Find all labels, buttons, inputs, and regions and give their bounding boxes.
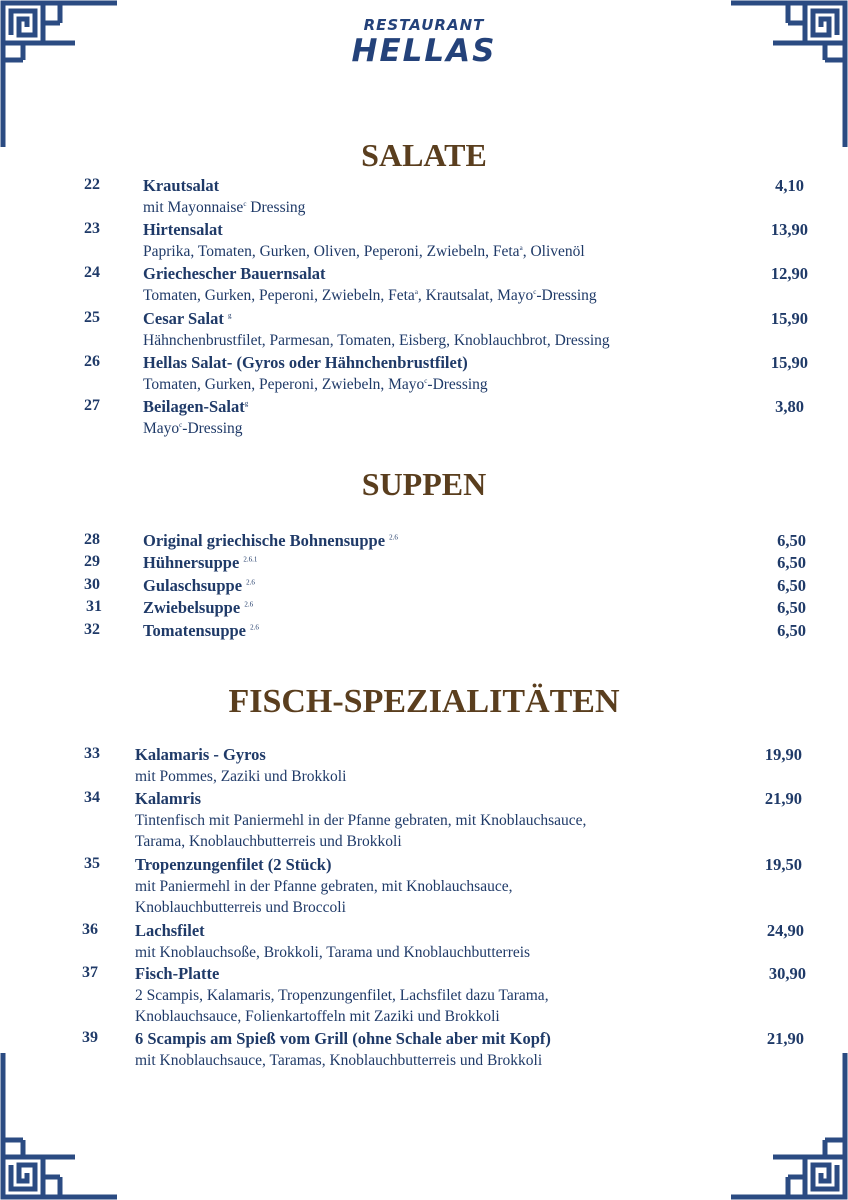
item-description: Hähnchenbrustfilet, Parmesan, Tomaten, Eisberg, Knoblauchbrot, Dressing — [143, 332, 610, 349]
item-number: 29 — [84, 553, 100, 570]
item-number: 27 — [84, 397, 100, 414]
item-number: 36 — [82, 921, 98, 938]
section-title-salate: SALATE — [361, 137, 487, 173]
item-number: 24 — [84, 264, 100, 281]
greek-key-corner-bottom-left — [0, 1050, 120, 1200]
item-number: 28 — [84, 531, 100, 548]
item-description: mit Mayonnaise$^c$ Dressing — [143, 199, 306, 216]
item-description: Mayo$^c$-Dressing — [143, 420, 243, 437]
item-name: Hellas Salat- (Gyros oder Hähnchenbrustfilet) — [143, 353, 468, 372]
item-price: 6,50 — [777, 553, 806, 572]
section-title-fisch: FISCH-SPEZIALITÄTEN — [228, 683, 620, 720]
greek-key-corner-bottom-right — [728, 1050, 848, 1200]
item-description: mit Pommes, Zaziki und Brokkoli — [135, 768, 347, 785]
item-price: 21,90 — [764, 789, 802, 808]
item-number: 34 — [84, 789, 100, 806]
item-number: 37 — [82, 964, 98, 981]
item-price: 6,50 — [777, 531, 806, 550]
item-number: 26 — [84, 353, 100, 370]
item-description-line-2: Knoblauchbutterreis und Broccoli — [135, 899, 346, 916]
item-price: 4,10 — [775, 176, 804, 195]
item-price: 19,50 — [764, 855, 802, 874]
item-name: Lachsfilet — [135, 921, 205, 940]
item-description-line-1: Tintenfisch mit Paniermehl in der Pfanne gebraten, mit Knoblauchsauce, — [135, 812, 587, 829]
item-description-line-2: Tarama, Knoblauchbutterreis und Brokkoli — [135, 833, 402, 850]
item-price: 21,90 — [766, 1029, 804, 1048]
item-description: mit Knoblauchsauce, Taramas, Knoblauchbutterreis und Brokkoli — [135, 1052, 543, 1069]
item-number: 33 — [84, 745, 100, 762]
item-number: 30 — [84, 576, 100, 593]
item-number: 23 — [84, 220, 100, 237]
item-number: 25 — [84, 309, 100, 326]
section-title-suppen: SUPPEN — [361, 466, 487, 502]
item-price: 3,80 — [775, 397, 804, 416]
item-name: Kalamaris - Gyros — [135, 745, 266, 764]
item-price: 13,90 — [770, 220, 808, 239]
item-number: 39 — [82, 1029, 98, 1046]
item-name: Hühnersuppe $^{2.6.1}$ — [143, 553, 258, 572]
item-description: Tomaten, Gurken, Peperoni, Zwiebeln, Mayo$^c$-Dressing — [143, 376, 488, 393]
item-description: Tomaten, Gurken, Peperoni, Zwiebeln, Feta$^a$, Krautsalat, Mayo$^c$-Dressing — [143, 287, 597, 304]
item-name: Hirtensalat — [143, 220, 223, 239]
item-name: Tomatensuppe $^{2.6}$ — [143, 621, 259, 640]
item-number: 32 — [84, 621, 100, 638]
item-price: 6,50 — [777, 598, 806, 617]
item-number: 31 — [86, 598, 102, 615]
logo-restaurant-text: RESTAURANT — [363, 16, 485, 34]
item-number: 35 — [84, 855, 100, 872]
item-number: 22 — [84, 176, 100, 193]
restaurant-logo — [0, 16, 848, 68]
item-name: Beilagen-Salat$^g$ — [143, 397, 249, 416]
item-price: 30,90 — [768, 964, 806, 983]
item-description-line-2: Knoblauchsauce, Folienkartoffeln mit Zaziki und Brokkoli — [135, 1008, 500, 1025]
item-description-line-1: mit Paniermehl in der Pfanne gebraten, mit Knoblauchsauce, — [135, 878, 513, 895]
item-name: 6 Scampis am Spieß vom Grill (ohne Schale aber mit Kopf) — [135, 1029, 551, 1048]
item-price: 19,90 — [764, 745, 802, 764]
item-price: 15,90 — [770, 353, 808, 372]
item-description: Paprika, Tomaten, Gurken, Oliven, Peperoni, Zwiebeln, Feta$^a$, Olivenöl — [143, 243, 585, 260]
item-name: Krautsalat — [143, 176, 220, 195]
item-name: Original griechische Bohnensuppe $^{2.6}$ — [143, 531, 398, 550]
logo-hellas-text: HELLAS — [351, 33, 497, 69]
item-price: 15,90 — [770, 309, 808, 328]
item-description-line-1: 2 Scampis, Kalamaris, Tropenzungenfilet, Lachsfilet dazu Tarama, — [135, 987, 549, 1004]
item-price: 12,90 — [770, 264, 808, 283]
item-name: Griechescher Bauernsalat — [143, 264, 326, 283]
item-description: mit Knoblauchsoße, Brokkoli, Tarama und Knoblauchbutterreis — [135, 944, 531, 961]
item-name: Gulaschsuppe $^{2.6}$ — [143, 576, 255, 595]
item-name: Zwiebelsuppe $^{2.6}$ — [143, 598, 254, 617]
item-name: Cesar Salat $^g$ — [143, 309, 232, 328]
item-name: Tropenzungenfilet (2 Stück) — [135, 855, 332, 874]
item-price: 6,50 — [777, 621, 806, 640]
item-price: 6,50 — [777, 576, 806, 595]
item-name: Fisch-Platte — [135, 964, 220, 983]
item-name: Kalamris — [135, 789, 201, 808]
item-price: 24,90 — [766, 921, 804, 940]
